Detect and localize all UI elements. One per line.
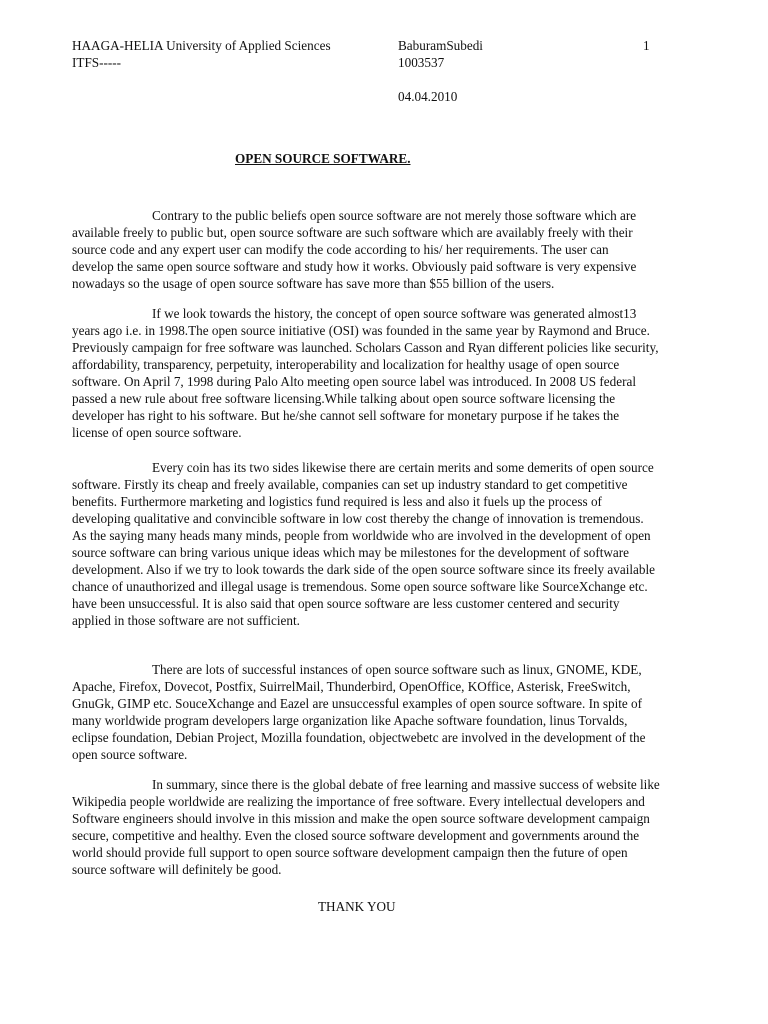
text-line: Apache, Firefox, Dovecot, Postfix, SuirrelMail, Thunderbird, OpenOffice, KOffice, Asterisk, FreeSwitch,	[72, 679, 631, 694]
text-line: Software engineers should involve in this mission and make the open source software development campaign	[72, 811, 650, 826]
text-line: source code and any expert user can modify the code according to his/ her requirements. The user can	[72, 242, 609, 257]
text-line: passed a new rule about free software licensing.While talking about open source software licensing the	[72, 391, 616, 406]
text-line: applied in those software are not sufficient.	[72, 613, 300, 628]
text-line: affordability, transparency, perpetuity, interoperability and localization for healthy usage of open source	[72, 357, 620, 372]
text-line: developer has right to his software. But he/she cannot sell software for monetary purpose if he takes the	[72, 408, 620, 423]
text-line: benefits. Furthermore marketing and logistics fund required is less and also it fuels up the process of	[72, 494, 602, 509]
text-line: world should provide full support to open source software development campaign then the future of open	[72, 845, 628, 860]
text-line: developing qualitative and convincible software in low cost thereby the change of innovation is tremendous.	[72, 511, 644, 526]
header-date: 04.04.2010	[398, 89, 458, 104]
text-line: open source software.	[72, 747, 188, 762]
text-line: software. Firstly its cheap and freely available, companies can set up industry standard to get competitive	[72, 477, 628, 492]
text-line: source software will definitely be good.	[72, 862, 282, 877]
header-institution: HAAGA-HELIA University of Applied Sciences	[72, 38, 331, 53]
text-line: GnuGk, GIMP etc. SouceXchange and Eazel are unsuccessful examples of open source software. In spite of	[72, 696, 643, 711]
text-line: Contrary to the public beliefs open source software are not merely those software which are	[152, 208, 637, 223]
text-line: development. Also if we try to look towards the dark side of the open source software since its freely available	[72, 562, 656, 577]
page-number: 1	[643, 38, 650, 53]
text-line: years ago i.e. in 1998.The open source initiative (OSI) was founded in the same year by Raymond and Bruce.	[72, 323, 650, 338]
text-line: source software can bring various unique ideas which may be milestones for the development of software	[72, 545, 629, 560]
header-course: ITFS-----	[72, 55, 122, 70]
paragraph-history	[72, 305, 712, 441]
document-title: OPEN SOURCE SOFTWARE.	[235, 151, 411, 166]
text-line: If we look towards the history, the concept of open source software was generated almost13	[152, 306, 637, 321]
text-line: Wikipedia people worldwide are realizing the importance of free software. Every intellectual developers and	[72, 794, 645, 809]
header-author: BaburamSubedi	[398, 38, 483, 53]
paragraph-summary	[72, 776, 712, 878]
text-line: develop the same open source software and study how it works. Obviously paid software is very expensive	[72, 259, 637, 274]
header-student-id: 1003537	[398, 55, 445, 70]
text-line: In summary, since there is the global debate of free learning and massive success of website like	[152, 777, 660, 792]
text-line: nowadays so the usage of open source software has save more than $55 billion of the users.	[72, 276, 555, 291]
text-line: Previously campaign for free software was launched. Scholars Casson and Ryan different policies like security,	[72, 340, 659, 355]
text-line: available freely to public but, open source software are such software which are availably freely with their	[72, 225, 633, 240]
paragraph-examples	[72, 661, 712, 763]
closing-thank-you: THANK YOU	[318, 899, 396, 914]
paragraph-intro	[72, 207, 712, 292]
text-line: many worldwide program developers large organization like Apache software foundation, linus Torvalds,	[72, 713, 628, 728]
text-line: eclipse foundation, Debian Project, Mozilla foundation, objectwebetc are involved in the development of the	[72, 730, 646, 745]
paragraph-merits	[72, 459, 712, 629]
text-line: There are lots of successful instances of open source software such as linux, GNOME, KDE,	[152, 662, 642, 677]
text-line: As the saying many heads many minds, people from worldwide who are involved in the development of open	[72, 528, 651, 543]
text-line: chance of unauthorized and illegal usage is tremendous. Some open source software like SourceXchange etc.	[72, 579, 648, 594]
text-line: Every coin has its two sides likewise there are certain merits and some demerits of open source	[152, 460, 654, 475]
text-line: software. On April 7, 1998 during Palo Alto meeting open source label was introduced. In 2008 US federal	[72, 374, 637, 389]
text-line: secure, competitive and healthy. Even the closed source software development and governments around the	[72, 828, 640, 843]
text-line: license of open source software.	[72, 425, 242, 440]
text-line: have been unsuccessful. It is also said that open source software are less customer centered and security	[72, 596, 620, 611]
